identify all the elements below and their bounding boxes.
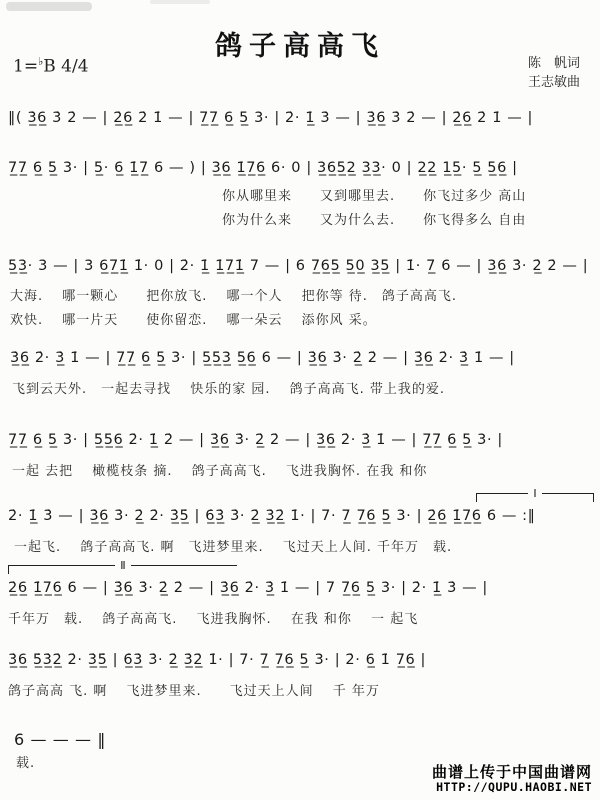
system-6-notes: 2̇· 1̲̇ 3̇ — | 3̲̇6̲ 3̇· 2̲̇ 2̇· 3̲̇5̲̇ | 6̲̇3̲̇ 3̇· 2̲̇ 3̲̇2̲̇ 1̇· | 7· 7̲ 7̲6̲ 5̲ 3· | 2̲̇6̲ 1̲̇7̲6̲ 6 — :‖ — [8, 508, 536, 524]
second-ending-label: Ⅱ — [120, 559, 126, 573]
system-7-lyrics: 千年万 载. 鸽子高高飞. 飞进我胸怀. 在我 和你 一 起飞 — [8, 612, 419, 627]
system-8-notes: 3̲̇6̲ 5̲̇3̲̇2̲̇ 2̇· 3̲̇5̲̇ | 6̲̇3̲̇ 3̇· 2̲̇ 3̲̇2̲̇ 1̇· | 7· 7̲ 7̲6̲ 5̲ 3· | 2̇· 6̲ 1̇ 7̲6̲ | — [8, 652, 427, 668]
system-3-lyrics-verse2: 欢快. 哪一片天 使你留恋. 哪一朵云 添你风 采。 — [10, 313, 377, 328]
first-ending-bracket — [476, 487, 594, 502]
flat-sign: ♭ — [38, 55, 44, 68]
composer-credit: 王志敏曲 — [527, 74, 580, 90]
footer-site-url: HTTP://QUPU.HAOBI.NET — [436, 780, 592, 794]
key-signature — [13, 55, 89, 77]
key-and-meter: B 4/4 — [43, 56, 89, 77]
scan-smudge — [150, 0, 210, 4]
song-title: 鸽子高高飞 — [215, 31, 385, 62]
system-5-notes: 7̲7̲ 6̲ 5̲ 3· | 5̲5̲6̲ 2̇· 1̲̇ 2̇ — | 3̲̇6̲ 3̇· 2̲̇ 2̇ — | 3̲̇6̲ 2̇· 3̲̇ 1̇ — | 7̲7̲ 6̲ 5̲ 3· | — [8, 432, 503, 448]
system-5-lyrics: 一起 去把 橄榄枝条 摘. 鸽子高高飞. 飞进我胸怀. 在我 和你 — [12, 464, 428, 479]
credits — [528, 55, 580, 93]
bracket-line — [477, 493, 528, 502]
system-7-notes: 2̲̇6̲ 1̲̇7̲6̲ 6 — | 3̲̇6̲ 3̇· 2̲̇ 2̇ — | 3̲̇6̲ 2̇· 3̲̇ 1̇ — | 7 7̲6̲ 5̲ 3· | 2̇· 1̲̇ 3̇ — | — [8, 580, 488, 596]
system-6-lyrics: 一起飞. 鸽子高高飞. 啊 飞进梦里来. 飞过天上人间. 千年万 载. — [14, 540, 453, 555]
key-prefix: 1= — [13, 56, 39, 77]
system-4-lyrics: 飞到云天外. 一起去寻找 快乐的家 园. 鸽子高高飞. 带上我的爱. — [12, 382, 446, 397]
footer-site-name: 曲谱上传于中国曲谱网 — [431, 763, 592, 781]
system-4-notes: 3̲̇6̲ 2̇· 3̲̇ 1̇ — | 7̲7̲ 6̲ 5̲ 3· | 5̲5̲3̲ 5̲6̲ 6 — | 3̲̇6̲ 3̇· 2̲̇ 2̇ — | 3̲̇6̲ 2̇· 3̲̇ 1̇ — | — [10, 350, 515, 366]
scan-smudge — [6, 2, 92, 11]
system-9-notes: 6 — — — ‖ — [14, 730, 106, 749]
second-ending-bracket — [8, 559, 237, 574]
system-2-lyrics-verse1: 你从哪里来 又到哪里去. 你飞过多少 高山 — [222, 189, 527, 204]
system-2-notes: 7̲7̲ 6̲ 5̲ 3· | 5̲· 6̲ 1̲̇7̲ 6 — ) | 3̲6̲ 1̲̇7̲6̲ 6· 0 | 3̲6̲5̲2̲ 3̲3̲· 0 | 2̲2̲ 1̲5̲· 5̲ 5̲6̲ | — [8, 160, 518, 176]
first-ending-label: Ⅰ — [533, 487, 537, 501]
system-3-lyrics-verse1: 大海. 哪一颗心 把你放飞. 哪一个人 把你等 待. 鸽子高高飞. — [10, 289, 458, 304]
system-1-notes: ‖( 3̲̇6̲ 3̇ 2̇ — | 2̲̇6̲ 2̇ 1̇ — | 7̲7̲ 6̲ 5̲ 3· | 2̇· 1̲̇ 3̇ — | 3̲̇6̲ 3̇ 2̇ — | 2̲̇6̲ 2̇ 1̇ — | — [8, 110, 534, 126]
bracket-line — [542, 493, 593, 502]
bracket-line — [131, 565, 237, 574]
system-9-lyrics: 载. — [16, 756, 36, 771]
system-3-notes: 5̲3̲· 3 — | 3 6̲7̲1̲̇ 1̇· 0 | 2̇· 1̲̇ 1̲̇7̲1̲̇ 7 — | 6 7̲6̲5̲ 5̲0̲ 3̲5̲ | 1̇· 7̲ 6 — | 3̲6̲ 3̇· 2̲̇ 2̇ — | — [8, 258, 589, 274]
bracket-line — [9, 565, 115, 574]
system-2-lyrics-verse2: 你为什么来 又为什么去. 你飞得多么 自由 — [222, 213, 527, 228]
lyricist-credit: 陈 帆词 — [527, 56, 580, 71]
system-8-lyrics: 鸽子高高 飞. 啊 飞进梦里来. 飞过天上人间 千 年万 — [8, 684, 380, 699]
